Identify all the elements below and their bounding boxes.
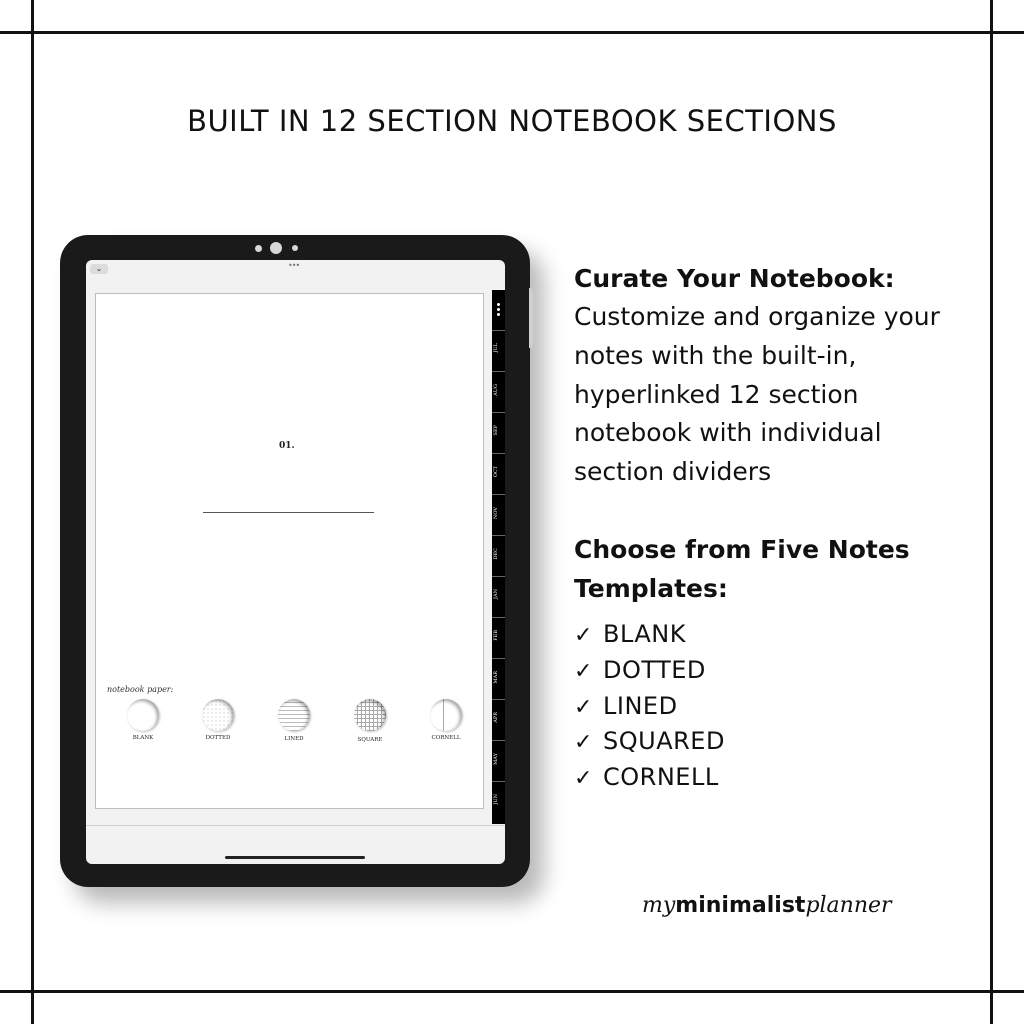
home-indicator[interactable] [225,856,365,859]
tab-label: APR [493,712,499,723]
frame-line-right [990,0,993,1024]
template-cornell-swatch[interactable] [430,699,462,731]
list-item [574,617,725,653]
section2-heading-line1: Choose from Five Notes [574,535,910,564]
more-dots-icon[interactable]: ••• [288,261,300,270]
menu-dot-icon [497,303,500,306]
tab-jun[interactable] [492,781,505,822]
tab-dec[interactable] [492,535,505,576]
notebook-paper-label: notebook paper: [107,685,174,694]
tab-label: JAN [493,589,499,599]
tab-label: MAR [493,671,499,684]
check-icon: ✓ [574,730,593,756]
list-item-label: CORNELL [603,763,719,792]
tab-nov[interactable] [492,494,505,535]
template-square-label: SQUARE [357,737,383,743]
frame-line-bottom [0,990,1024,993]
list-item-label: SQUARED [603,727,725,756]
tab-label: JUN [493,794,499,805]
frame-line-left [31,0,34,1024]
tab-mar[interactable] [492,658,505,699]
page-title: BUILT IN 12 SECTION NOTEBOOK SECTIONS [187,104,837,138]
page-title-underline [203,512,374,513]
template-checklist [574,617,725,796]
check-icon: ✓ [574,623,593,648]
brand-part-my: my [642,893,676,918]
menu-dot-icon [497,308,500,311]
tab-jul[interactable] [492,330,505,371]
tablet-side-button [529,288,533,348]
tab-oct[interactable] [492,453,505,494]
list-item [574,653,725,689]
frame-line-top [0,31,1024,34]
tab-aug[interactable] [492,371,505,412]
template-dotted-label: DOTTED [205,735,231,741]
tab-may[interactable] [492,740,505,781]
list-item-label: DOTTED [603,655,706,684]
section1-heading: Curate Your Notebook: [574,264,895,293]
template-blank-swatch[interactable] [127,699,159,731]
tab-label: JUL [493,343,499,353]
tab-jan[interactable] [492,576,505,617]
check-icon: ✓ [574,658,593,684]
check-icon: ✓ [574,694,593,720]
check-icon: ✓ [574,766,593,792]
camera-lens [270,242,282,254]
tab-label: OCT [493,466,499,478]
list-item [574,724,725,760]
template-cornell-label: CORNELL [431,735,461,741]
tab-apr[interactable] [492,699,505,740]
section1-body: Customize and organize your notes with the built-in, hyperlinked 12 section notebook with individual section dividers [574,302,940,487]
menu-dot-icon [497,313,500,316]
camera-dot-right [292,245,298,251]
screen-divider [86,825,505,826]
tab-label: MAY [493,753,499,765]
template-lined-label: LINED [284,736,304,742]
template-dotted-swatch[interactable] [202,699,234,731]
template-square-swatch[interactable] [354,699,386,731]
tab-label: DEC [493,548,499,560]
page-number: 01. [279,441,295,451]
camera-dot-left [255,245,262,252]
notebook-page [95,293,484,809]
list-item [574,760,725,796]
tab-label: FEB [493,630,499,641]
tablet-screen [86,260,505,864]
template-lined-swatch[interactable] [278,699,310,731]
collapse-chevron-icon[interactable]: ⌄ [90,264,108,274]
brand-part-minimalist: minimalist [675,893,806,918]
brand-part-planner: planner [805,893,892,918]
list-item-label: BLANK [603,620,686,648]
tab-sep[interactable] [492,412,505,453]
tab-label: NOV [493,507,499,519]
tab-feb[interactable] [492,617,505,658]
template-blank-label: BLANK [132,735,154,741]
section-tabs [492,290,505,824]
tab-label: AUG [493,384,499,396]
list-item-label: LINED [603,691,678,720]
brand-logo [642,893,892,918]
section2-heading-line2: Templates: [574,574,728,603]
list-item [574,689,725,725]
tab-label: SEP [493,425,499,436]
